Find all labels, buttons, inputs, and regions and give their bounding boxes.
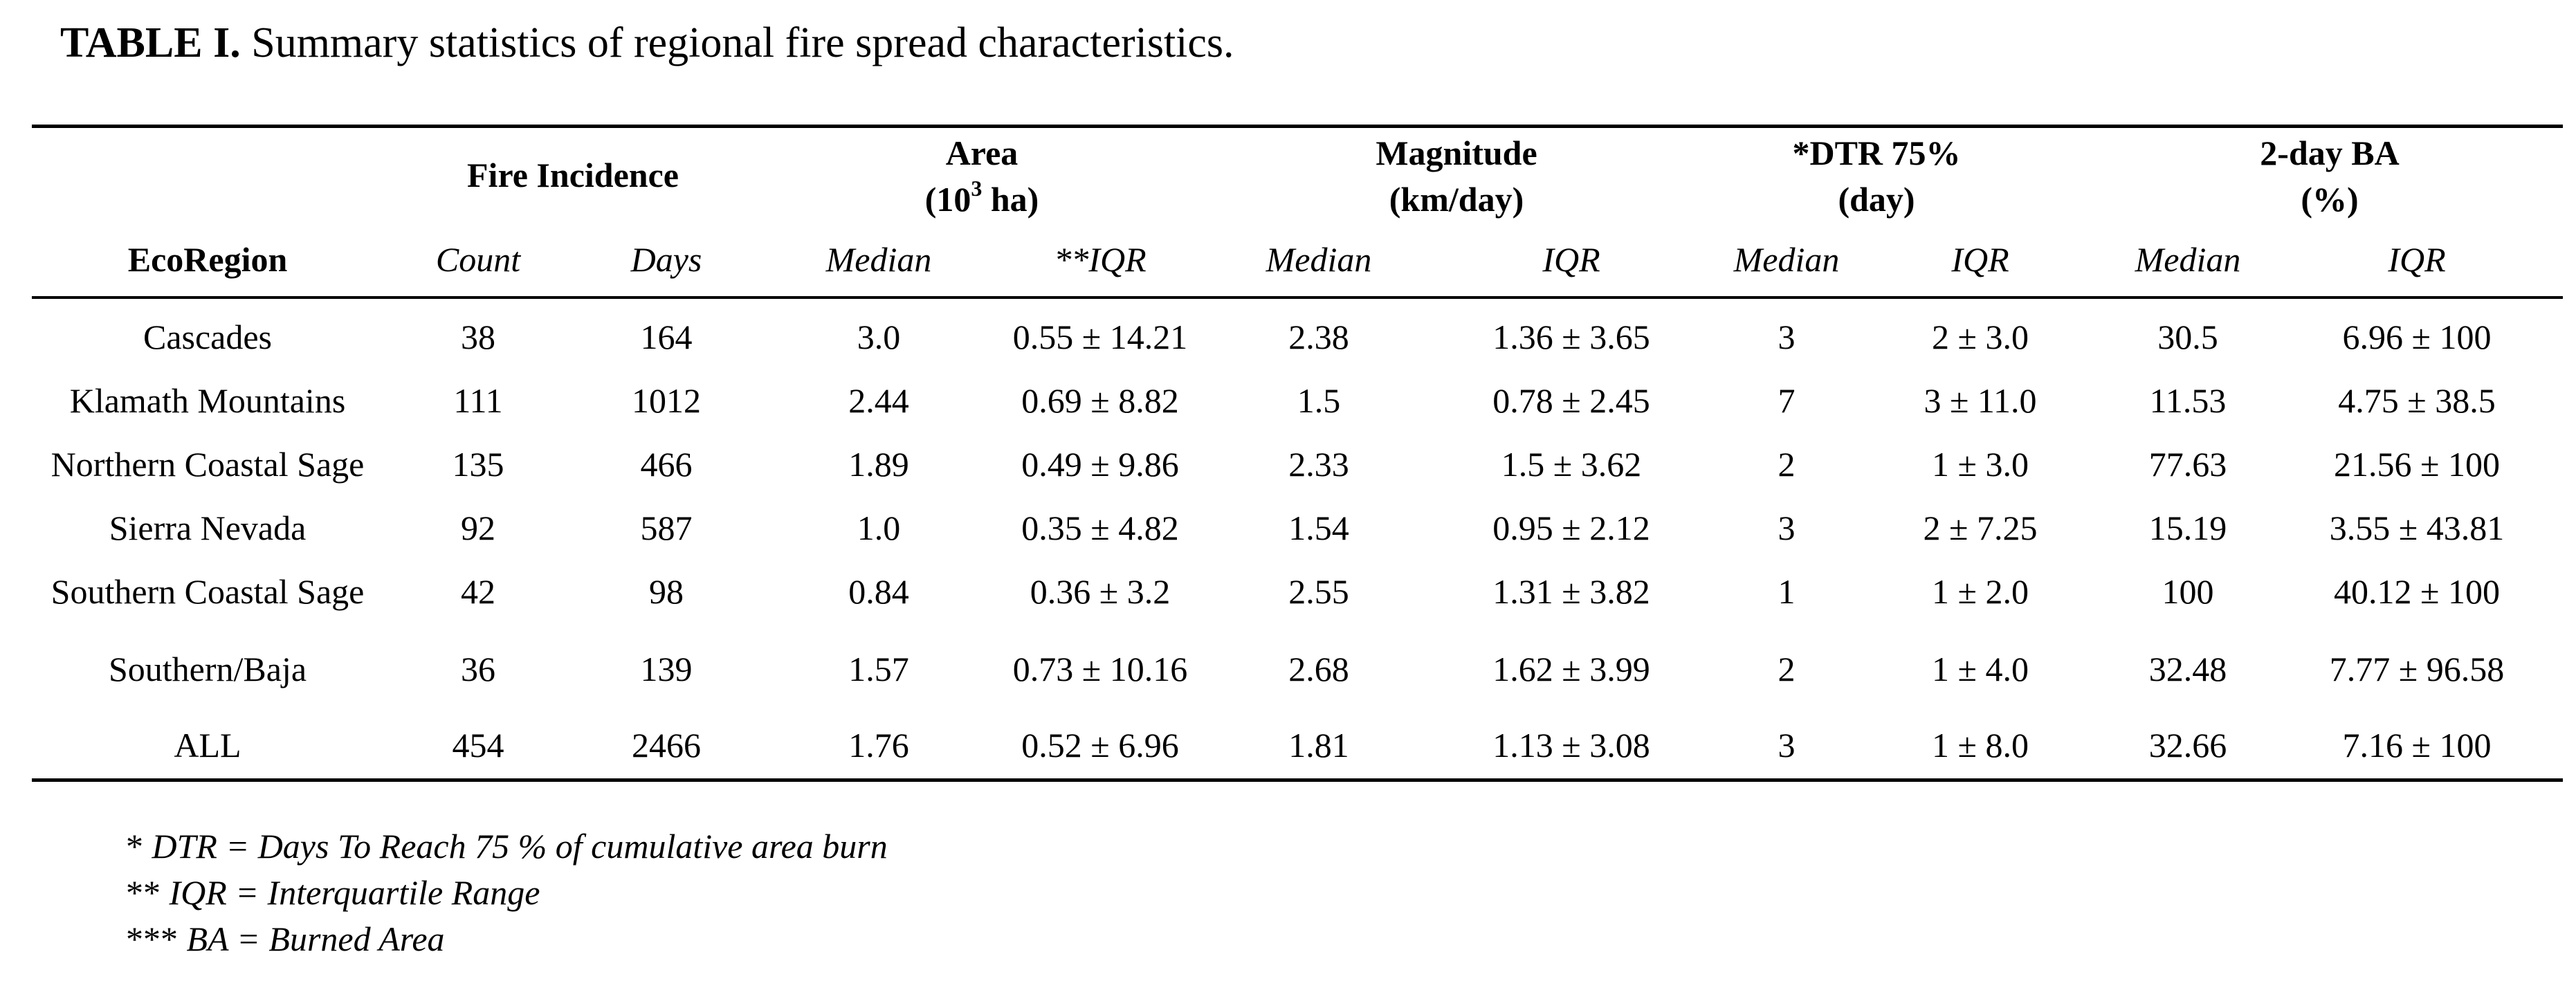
cell-ba-median: 32.66 [2148,726,2227,765]
col-header-ba-iqr: IQR [2388,240,2446,279]
cell-area-iqr: 0.55 ± 14.21 [1012,318,1188,356]
cell-ba-iqr: 40.12 ± 100 [2334,572,2500,611]
cell-count: 135 [452,445,504,484]
col-header-dtr-iqr: IQR [1951,240,2009,279]
cell-dtr-iqr: 1 ± 8.0 [1932,726,2029,765]
cell-ba-iqr: 7.16 ± 100 [2342,726,2492,765]
cell-ba-median: 30.5 [2157,318,2218,356]
cell-ba-iqr: 21.56 ± 100 [2334,445,2500,484]
cell-area-median: 1.76 [848,726,909,765]
cell-dtr-median: 3 [1778,318,1796,356]
cell-magnitude-iqr: 1.31 ± 3.82 [1492,572,1650,611]
col-header-ecoregion: EcoRegion [127,240,288,279]
cell-ecoregion: Klamath Mountains [69,381,346,420]
cell-dtr-median: 1 [1778,572,1796,611]
table-bottom-rule [32,778,2563,782]
cell-ba-iqr: 4.75 ± 38.5 [2338,381,2496,420]
group-ba-title: 2-day BA [2260,134,2400,172]
cell-days: 98 [649,572,684,611]
cell-magnitude-median: 1.81 [1288,726,1349,765]
cell-area-median: 0.84 [848,572,909,611]
cell-count: 42 [461,572,495,611]
table-header-rule [32,296,2563,299]
cell-magnitude-median: 2.68 [1288,650,1349,688]
group-fire-incidence: Fire Incidence [467,156,679,194]
group-area-unit: ($10^3$ ha) [924,176,1039,219]
cell-magnitude-iqr: 1.13 ± 3.08 [1492,726,1650,765]
footnote-dtr: * DTR = Days To Reach 75 % of cumulative area burn [126,827,888,866]
cell-days: 164 [640,318,693,356]
cell-count: 454 [452,726,504,765]
cell-area-median: 2.44 [848,381,909,420]
group-dtr-unit: (day) [1838,180,1915,219]
group-magnitude-unit: (km/day) [1389,180,1524,219]
cell-ba-median: 15.19 [2148,509,2227,547]
cell-area-median: 1.57 [848,650,909,688]
footnote-iqr: ** IQR = Interquartile Range [126,873,540,912]
cell-days: 466 [640,445,693,484]
cell-area-median: 1.0 [857,509,901,547]
col-header-dtr-median: Median [1733,240,1840,279]
cell-count: 92 [461,509,495,547]
cell-count: 111 [453,381,503,420]
cell-ba-median: 32.48 [2148,650,2227,688]
cell-magnitude-median: 2.55 [1288,572,1349,611]
cell-area-median: 3.0 [857,318,901,356]
table-caption-text: Summary statistics of regional fire spread characteristics. [251,19,1234,66]
col-header-area-median: Median [825,240,932,279]
group-dtr-title: *DTR 75% [1792,134,1961,172]
cell-ecoregion: Sierra Nevada [109,509,307,547]
cell-dtr-median: 7 [1778,381,1796,420]
cell-dtr-iqr: 1 ± 4.0 [1932,650,2029,688]
cell-dtr-median: 2 [1778,445,1796,484]
cell-area-iqr: 0.36 ± 3.2 [1030,572,1171,611]
cell-ba-median: 11.53 [2149,381,2227,420]
group-area-title: Area [945,134,1018,172]
cell-days: 1012 [632,381,701,420]
col-header-magnitude-median: Median [1266,240,1372,279]
cell-magnitude-iqr: 0.95 ± 2.12 [1492,509,1650,547]
cell-days: 139 [640,650,693,688]
cell-ba-median: 100 [2162,572,2214,611]
footnote-ba: *** BA = Burned Area [126,920,445,958]
cell-magnitude-median: 1.5 [1297,381,1341,420]
cell-dtr-iqr: 1 ± 2.0 [1932,572,2029,611]
cell-count: 38 [461,318,495,356]
cell-dtr-iqr: 2 ± 3.0 [1932,318,2029,356]
cell-days: 2466 [632,726,701,765]
cell-area-iqr: 0.73 ± 10.16 [1012,650,1188,688]
group-ba-unit: (%) [2301,180,2359,219]
cell-dtr-iqr: 2 ± 7.25 [1923,509,2038,547]
cell-dtr-median: 3 [1778,509,1796,547]
table-footnotes [126,823,888,962]
cell-dtr-iqr: 3 ± 11.0 [1924,381,2037,420]
cell-ecoregion: Southern Coastal Sage [51,572,365,611]
cell-magnitude-iqr: 1.5 ± 3.62 [1501,445,1642,484]
table-top-rule [32,125,2563,128]
cell-area-iqr: 0.35 ± 4.82 [1021,509,1179,547]
group-magnitude-title: Magnitude [1376,134,1537,172]
cell-ba-iqr: 7.77 ± 96.58 [2329,650,2505,688]
cell-area-iqr: 0.49 ± 9.86 [1021,445,1179,484]
cell-magnitude-iqr: 1.62 ± 3.99 [1492,650,1650,688]
cell-ecoregion: Southern/Baja [108,650,307,688]
col-header-count: Count [435,240,521,279]
cell-ba-median: 77.63 [2148,445,2227,484]
table-caption-label: TABLE I. [60,19,241,66]
cell-dtr-iqr: 1 ± 3.0 [1932,445,2029,484]
cell-dtr-median: 2 [1778,650,1796,688]
cell-magnitude-median: 2.38 [1288,318,1349,356]
cell-count: 36 [461,650,495,688]
col-header-days: Days [630,240,702,279]
col-header-area-iqr: **IQR [1054,240,1147,279]
cell-ba-iqr: 3.55 ± 43.81 [2329,509,2505,547]
cell-magnitude-iqr: 0.78 ± 2.45 [1492,381,1650,420]
cell-ecoregion: ALL [174,726,241,765]
col-header-magnitude-iqr: IQR [1542,240,1600,279]
table-caption [60,15,1234,71]
cell-area-iqr: 0.52 ± 6.96 [1021,726,1179,765]
col-header-ba-median: Median [2135,240,2241,279]
cell-ecoregion: Cascades [143,318,273,356]
cell-ecoregion: Northern Coastal Sage [51,445,365,484]
cell-magnitude-median: 2.33 [1288,445,1349,484]
cell-ba-iqr: 6.96 ± 100 [2342,318,2492,356]
cell-area-iqr: 0.69 ± 8.82 [1021,381,1179,420]
cell-days: 587 [640,509,693,547]
cell-dtr-median: 3 [1778,726,1796,765]
cell-magnitude-median: 1.54 [1288,509,1349,547]
cell-area-median: 1.89 [848,445,909,484]
cell-magnitude-iqr: 1.36 ± 3.65 [1492,318,1650,356]
